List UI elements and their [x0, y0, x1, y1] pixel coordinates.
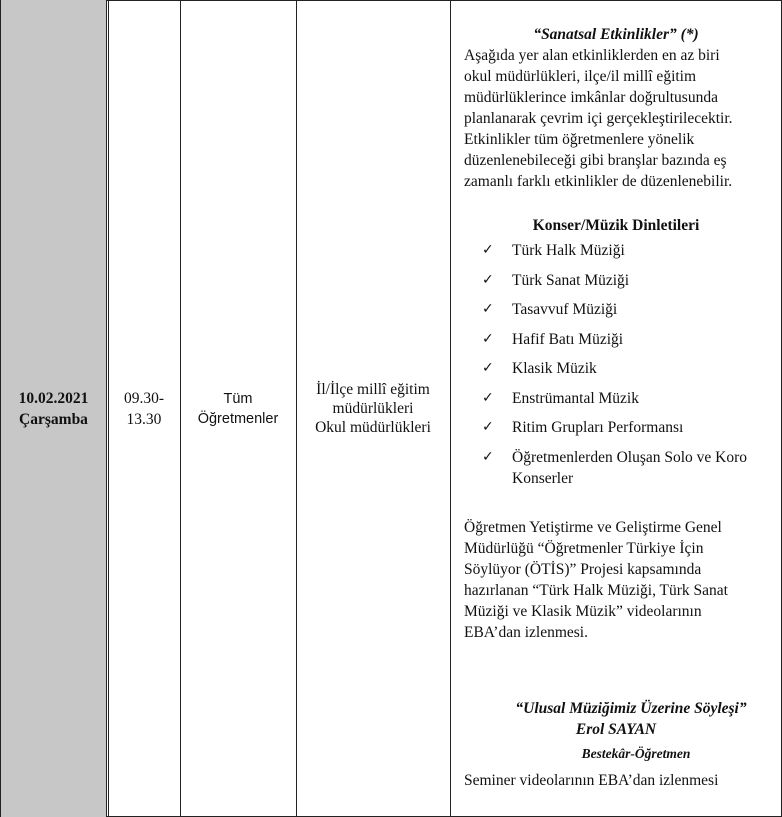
concert-label: Enstrümantal Müzik — [512, 389, 639, 407]
list-item — [464, 329, 768, 350]
column-border — [0, 0, 1, 817]
time-end: 13.30 — [126, 410, 162, 428]
concert-label-continued: Konserler — [512, 469, 574, 487]
concert-label: Hafif Batı Müziği — [512, 330, 624, 348]
audience-line-2: Öğretmenler — [197, 410, 279, 427]
check-icon: ✓ — [482, 301, 494, 317]
check-icon: ✓ — [482, 360, 494, 376]
list-item — [464, 270, 768, 291]
project-line: EBA’dan izlenmesi. — [464, 624, 588, 641]
project-line: hazırlanan “Türk Halk Müziği, Türk Sanat — [464, 582, 728, 599]
project-line: Söylüyor (ÖTİS)” Projesi kapsamında — [464, 561, 702, 578]
intro-line: okul müdürlükleri, ilçe/il millî eğitim — [464, 68, 697, 85]
seminar-text: Seminer videolarının EBA’dan izlenmesi — [464, 772, 719, 789]
list-item — [464, 358, 768, 379]
intro-line: zamanlı farklı etkinlikler de düzenlenebilir. — [464, 173, 733, 190]
activities-cell — [452, 0, 780, 817]
speaker-role: Bestekâr-Öğretmen — [581, 746, 691, 761]
check-icon: ✓ — [482, 419, 494, 435]
concert-label: Klasik Müzik — [512, 360, 597, 377]
activities-intro — [464, 45, 768, 192]
concert-label: Ritim Grupları Performansı — [512, 419, 684, 436]
time-start: 09.30- — [123, 389, 165, 407]
audience-cell — [181, 0, 295, 817]
intro-line: müdürlüklerince imkânlar doğrultusunda — [464, 89, 718, 106]
concert-label: Türk Sanat Müziği — [512, 271, 630, 289]
column-border — [180, 0, 181, 817]
check-icon: ✓ — [482, 389, 494, 406]
concert-title: Konser/Müzik Dinletileri — [532, 217, 700, 234]
concert-label: Türk Halk Müziği — [512, 242, 625, 259]
talk-title: “Ulusal Müziğimiz Üzerine Söyleşi” — [515, 700, 747, 717]
speaker-name: Erol SAYAN — [575, 721, 657, 738]
organizers-cell — [297, 0, 449, 817]
intro-line: planlanarak çevrim içi gerçekleştirilecektir. — [464, 110, 733, 127]
organizers-line-2: müdürlükleri — [332, 400, 414, 417]
intro-line: düzenlenebileceği gibi branşlar bazında eş — [464, 152, 727, 169]
list-item — [464, 240, 768, 261]
intro-line: Aşağıda yer alan etkinliklerden en az biri — [464, 47, 720, 64]
list-item — [464, 299, 768, 320]
column-border — [108, 0, 109, 817]
list-item — [464, 417, 768, 438]
organizers-line-3: Okul müdürlükleri — [315, 419, 431, 436]
project-line: Müdürlüğü “Öğretmenler Türkiye İçin — [464, 540, 704, 557]
concert-label: Öğretmenlerden Oluşan Solo ve Koro — [512, 448, 748, 466]
date-cell — [1, 0, 106, 817]
check-icon: ✓ — [482, 448, 494, 465]
project-line: Öğretmen Yetiştirme ve Geliştirme Genel — [464, 519, 722, 536]
time-cell — [109, 0, 179, 817]
audience-line-1: Tüm — [223, 390, 253, 407]
list-item — [464, 447, 768, 489]
date-weekday: Çarşamba — [19, 410, 88, 428]
activities-title: “Sanatsal Etkinlikler” (*) — [533, 26, 699, 43]
project-line: Müziği ve Klasik Müzik” videolarının — [464, 603, 702, 620]
column-border — [296, 0, 297, 817]
concert-list — [464, 240, 768, 489]
organizers-line-1: İl/İlçe millî eğitim — [316, 381, 430, 398]
check-icon: ✓ — [482, 330, 494, 347]
date-day: 10.02.2021 — [18, 389, 89, 407]
check-icon: ✓ — [482, 271, 494, 288]
column-border — [450, 0, 451, 817]
list-item — [464, 388, 768, 409]
check-icon: ✓ — [482, 242, 494, 258]
column-border — [106, 0, 107, 817]
concert-label: Tasavvuf Müziği — [512, 301, 618, 318]
intro-line: Etkinlikler tüm öğretmenlere yönelik — [464, 131, 695, 148]
project-paragraph — [464, 517, 768, 643]
